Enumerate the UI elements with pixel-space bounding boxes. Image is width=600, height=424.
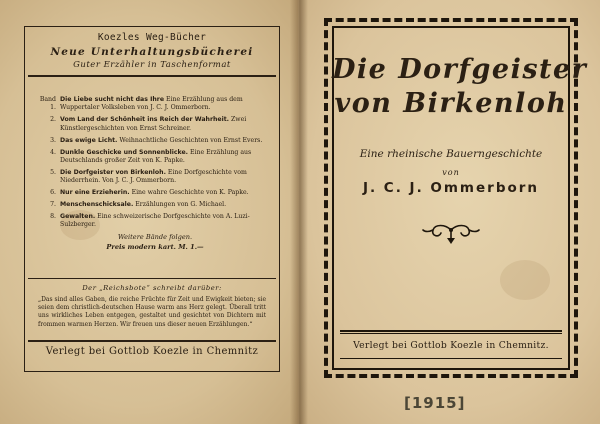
volume-number: 4. xyxy=(50,148,56,156)
volume-number: 2. xyxy=(50,116,56,124)
author-preposition: von xyxy=(442,168,460,177)
book-description: Eine Erzählung aus dem Wuppertaler Volksleben von J. C. J. Ommerborn. xyxy=(60,96,243,112)
volume-number: Band 1. xyxy=(39,96,56,112)
divider xyxy=(28,278,276,279)
divider xyxy=(340,358,562,359)
book-description: Eine schweizerische Dorfgeschichte von A. Luzi-Sulzberger. xyxy=(60,212,250,229)
list-item xyxy=(34,169,276,186)
book-description: Eine wahre Geschichte von K. Papke. xyxy=(131,189,249,197)
volume-number: 6. xyxy=(50,189,56,197)
book-description: Eine Dorfgeschichte vom Niederrhein. Von J. C. J. Ommerborn. xyxy=(60,168,247,185)
volume-number: 8. xyxy=(50,212,56,220)
book-title: Vom Land der Schönheit ins Reich der Wahrheit. xyxy=(60,116,230,124)
divider xyxy=(340,330,562,332)
vignette-ornament-icon xyxy=(421,222,481,246)
book-description: Zwei Künstlergeschichten von Ernst Schreiner. xyxy=(60,116,247,132)
list-item xyxy=(34,149,276,166)
book-description: Eine Erzählung aus Deutschlands großer Zeit von K. Papke. xyxy=(60,148,252,164)
divider xyxy=(28,340,276,342)
book-title: Menschenschicksale. xyxy=(60,201,134,209)
list-item xyxy=(34,116,276,133)
book-title: Die Liebe sucht nicht das Ihre xyxy=(60,96,165,103)
book-title: Die Dorfgeister von Birkenloh. xyxy=(60,168,166,176)
publisher-imprint-right: Verlegt bei Gottlob Koezle in Chemnitz. xyxy=(353,340,549,351)
review-heading: Der „Reichsbote“ schreibt darüber: xyxy=(82,284,222,292)
book-title: Dunkle Geschicke und Sonnenblicke. xyxy=(60,148,188,156)
volume-number: 3. xyxy=(50,136,56,144)
divider xyxy=(340,333,562,334)
price: Preis modern kart. M. 1.— xyxy=(106,242,204,251)
book-subtitle: Eine rheinische Bauerngeschichte xyxy=(359,148,543,160)
book-list xyxy=(34,96,276,251)
handwritten-year-annotation: [1915] xyxy=(404,394,466,412)
author-name: J. C. J. Ommerborn xyxy=(362,180,540,196)
volume-number: 5. xyxy=(50,168,56,176)
list-item xyxy=(34,189,276,197)
list-item xyxy=(34,213,276,230)
divider xyxy=(28,75,276,77)
book-title-line-2: von Birkenloh xyxy=(334,88,568,119)
book-description: Erzählungen von G. Michael. xyxy=(135,201,227,209)
book-title: Das ewige Licht. xyxy=(60,136,118,144)
list-item xyxy=(34,201,276,209)
more-volumes-note: Weitere Bände folgen. xyxy=(117,233,193,242)
book-title: Gewalten. xyxy=(60,212,96,220)
book-gutter xyxy=(290,0,308,424)
series-tagline: Guter Erzähler in Taschenformat xyxy=(73,60,231,70)
list-item xyxy=(34,137,276,145)
book-title: Nur eine Erzieherin. xyxy=(60,189,130,197)
series-title: Koezles Weg-Bücher xyxy=(97,32,207,43)
volume-number: 7. xyxy=(50,201,56,209)
series-subtitle: Neue Unterhaltungsbücherei xyxy=(50,46,254,58)
review-quote: „Das sind alles Gaben, die reiche Früchte für Zeit und Ewigkeit bieten; sie seien dem christlich-deutschen Hause warm ans Herz gelegt. Überall tritt uns wirkliches Leben entgegen, gestaltet und gesichtet von Dichtern mit frommen warmen Herzen. Wir freuen uns dieser neuen Erzählungen.“ xyxy=(38,296,266,328)
book-title-line-1: Die Dorfgeister xyxy=(332,54,588,85)
list-item xyxy=(34,96,276,113)
book-description: Weihnachtliche Geschichten von Ernst Evers. xyxy=(119,136,263,144)
publisher-imprint-left: Verlegt bei Gottlob Koezle in Chemnitz xyxy=(45,346,259,357)
